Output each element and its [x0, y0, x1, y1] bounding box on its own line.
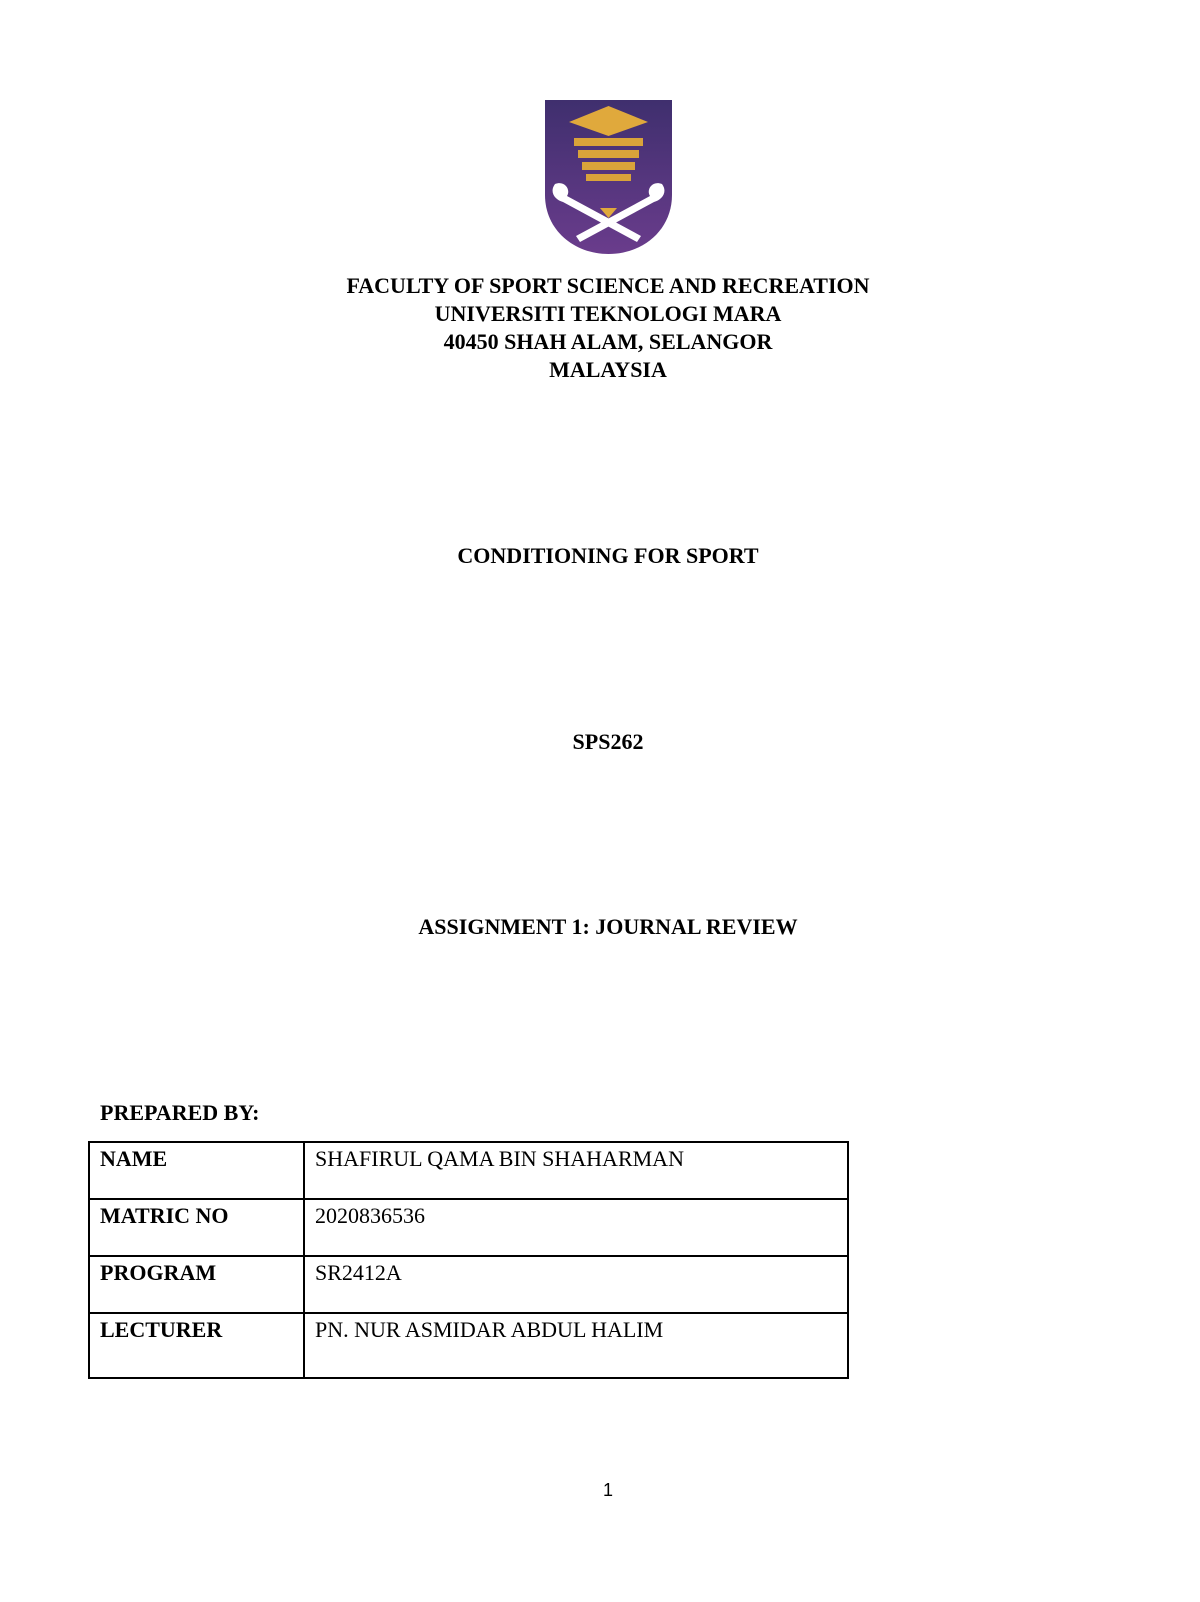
university-name: UNIVERSITI TEKNOLOGI MARA: [434, 301, 782, 326]
table-row: [89, 1256, 848, 1313]
university-crest-icon: [545, 100, 672, 254]
institution-header: [0, 272, 1200, 384]
matric-value: 2020836536: [304, 1199, 848, 1256]
prepared-by-label: PREPARED BY:: [100, 1100, 260, 1125]
faculty-name: FACULTY OF SPORT SCIENCE AND RECREATION: [346, 273, 870, 298]
assignment-title: ASSIGNMENT 1: JOURNAL REVIEW: [418, 914, 798, 939]
course-code: SPS262: [572, 729, 644, 754]
name-label: NAME: [89, 1142, 304, 1199]
matric-label: MATRIC NO: [89, 1199, 304, 1256]
page-number: 1: [602, 1480, 613, 1500]
student-details-table: [88, 1141, 849, 1379]
address-line: 40450 SHAH ALAM, SELANGOR: [443, 329, 773, 354]
table-row: [89, 1199, 848, 1256]
country-line: MALAYSIA: [549, 357, 667, 382]
course-title: CONDITIONING FOR SPORT: [457, 543, 759, 568]
name-value: SHAFIRUL QAMA BIN SHAHARMAN: [304, 1142, 848, 1199]
program-value: SR2412A: [304, 1256, 848, 1313]
table-row: [89, 1313, 848, 1378]
table-row: [89, 1142, 848, 1199]
lecturer-label: LECTURER: [89, 1313, 304, 1378]
lecturer-value: PN. NUR ASMIDAR ABDUL HALIM: [304, 1313, 848, 1378]
program-label: PROGRAM: [89, 1256, 304, 1313]
